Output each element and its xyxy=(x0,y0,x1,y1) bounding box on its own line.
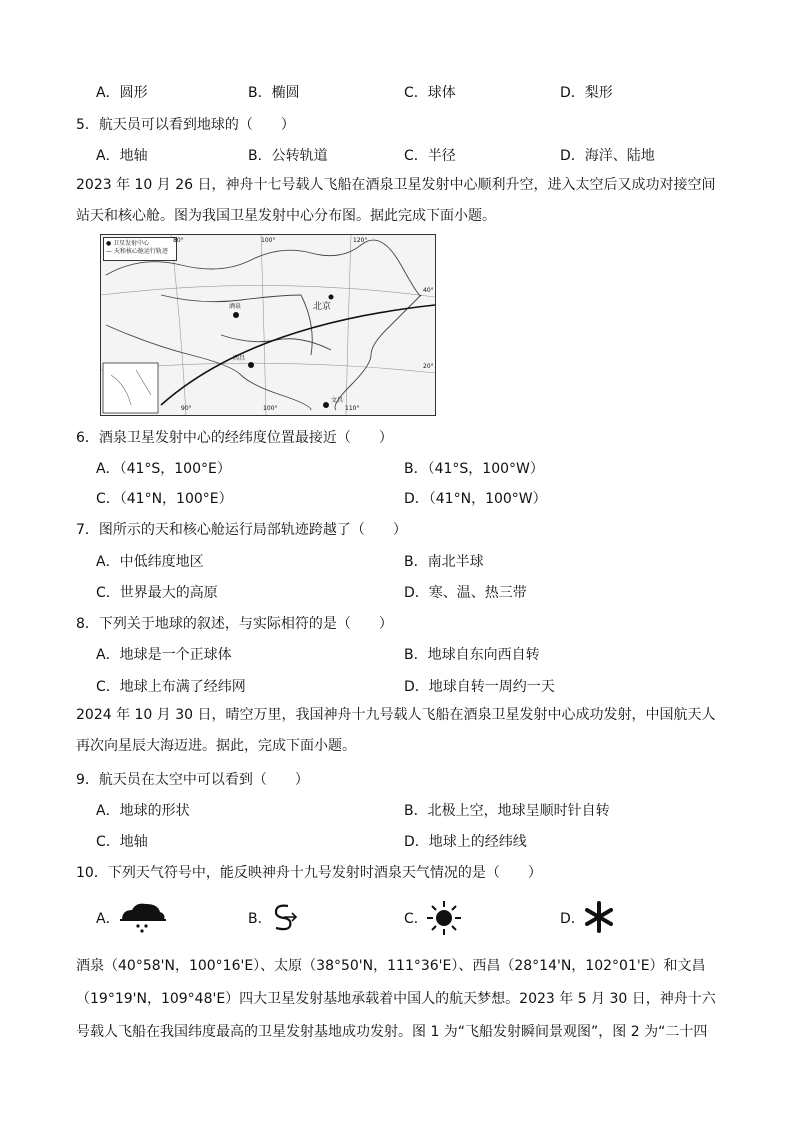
label-bottom-100: 100° xyxy=(263,405,278,412)
label-lon-120: 120° xyxy=(353,237,368,244)
rain-cloud-icon xyxy=(118,900,168,934)
legend-item-orbit: — 天和核心舱运行轨迹 xyxy=(106,248,168,255)
passage-1: 2023 年 10 月 26 日，神舟十七号载人飞船在酒泉卫星发射中心顺利升空，进入太空后又成功对接空间站天和核心舱。图为我国卫星发射中心分布图。据此完成下面小题。 xyxy=(76,177,716,224)
q7-option-a: A．中低纬度地区 xyxy=(96,554,204,570)
q4-option-b: B．椭圆 xyxy=(248,85,300,101)
label-bottom-90: 90° xyxy=(181,405,192,412)
map-drawing xyxy=(101,235,435,415)
snow-icon xyxy=(582,900,616,934)
q7-option-d: D．寒、温、热三带 xyxy=(404,585,527,601)
orbit-track xyxy=(161,305,435,405)
label-lon-80: 80° xyxy=(173,237,184,244)
label-wenchang: 文昌 xyxy=(331,397,344,404)
label-lat-40: 40° xyxy=(423,287,434,294)
q8-option-d: D．地球自转一周约一天 xyxy=(404,679,555,695)
label-xichang: 西昌 xyxy=(233,355,246,362)
q10-option-b-label: B． xyxy=(248,911,272,927)
label-beijing: 北京 xyxy=(313,302,332,312)
label-lon-100: 100° xyxy=(261,237,276,244)
satellite-launch-map xyxy=(100,234,436,416)
q10-option-d-label: D． xyxy=(560,911,585,927)
q10-option-a-label: A． xyxy=(96,911,120,927)
wenchang-marker xyxy=(323,402,329,408)
q5-option-d: D．海洋、陆地 xyxy=(560,148,655,164)
q8-option-b: B．地球自东向西自转 xyxy=(404,647,540,663)
sandstorm-icon xyxy=(270,900,300,934)
q9-stem: 9．航天员在太空中可以看到（ ） xyxy=(76,772,309,788)
label-jiuquan: 酒泉 xyxy=(229,303,242,310)
q6-stem: 6．酒泉卫星发射中心的经纬度位置最接近（ ） xyxy=(76,430,393,446)
q8-stem: 8．下列关于地球的叙述，与实际相符的是（ ） xyxy=(76,616,393,632)
q9-option-c: C．地轴 xyxy=(96,834,148,850)
label-lat-20: 20° xyxy=(423,363,434,370)
q6-option-c: C．（41°N，100°E） xyxy=(96,491,233,507)
q9-option-a: A．地球的形状 xyxy=(96,803,190,819)
q7-option-c: C．世界最大的高原 xyxy=(96,585,218,601)
q4-option-d: D．梨形 xyxy=(560,85,613,101)
jiuquan-marker xyxy=(233,312,239,318)
map-legend xyxy=(103,237,177,261)
passage-3: 酒泉（40°58'N，100°16'E）、太原（38°50'N，111°36'E）、西昌（28°14'N，102°01'E）和文昌（19°19'N，109°48'E）四大卫星发射基地承载着中国人的航天梦想。2023 年 5 月 30 日，神舟十六号载人飞船在我国纬度最高的卫星发射基地成功发射。图 1 为“飞船发射瞬间景观图”，图 2 为“二十四 xyxy=(76,958,716,1040)
q9-option-d: D．地球上的经纬线 xyxy=(404,834,527,850)
q5-option-c: C．半径 xyxy=(404,148,456,164)
q4-option-c: C．球体 xyxy=(404,85,456,101)
q7-option-b: B．南北半球 xyxy=(404,554,484,570)
q8-option-c: C．地球上布满了经纬网 xyxy=(96,679,246,695)
q9-option-b: B．北极上空，地球呈顺时针自转 xyxy=(404,803,610,819)
q10-stem: 10．下列天气符号中，能反映神舟十九号发射时酒泉天气情况的是（ ） xyxy=(76,865,542,881)
q4-option-a: A．圆形 xyxy=(96,85,148,101)
q5-option-b: B．公转轨道 xyxy=(248,148,328,164)
xichang-marker xyxy=(248,362,254,368)
q10-option-c-label: C． xyxy=(404,911,428,927)
q6-option-b: B．（41°S，100°W） xyxy=(404,461,544,477)
q6-option-d: D．（41°N，100°W） xyxy=(404,491,547,507)
q8-option-a: A．地球是一个正球体 xyxy=(96,647,232,663)
q5-option-a: A．地轴 xyxy=(96,148,148,164)
passage-2: 2024 年 10 月 30 日，晴空万里，我国神舟十九号载人飞船在酒泉卫星发射中心成功发射，中国航天人再次向星辰大海迈进。据此，完成下面小题。 xyxy=(76,707,716,754)
legend-item-launch-center: ● 卫星发射中心 xyxy=(106,240,150,247)
q7-stem: 7．图所示的天和核心舱运行局部轨迹跨越了（ ） xyxy=(76,522,407,538)
sunny-icon xyxy=(426,900,462,936)
q5-stem: 5．航天员可以看到地球的（ ） xyxy=(76,117,295,133)
label-bottom-110: 110° xyxy=(345,405,360,412)
q6-option-a: A．（41°S，100°E） xyxy=(96,461,231,477)
